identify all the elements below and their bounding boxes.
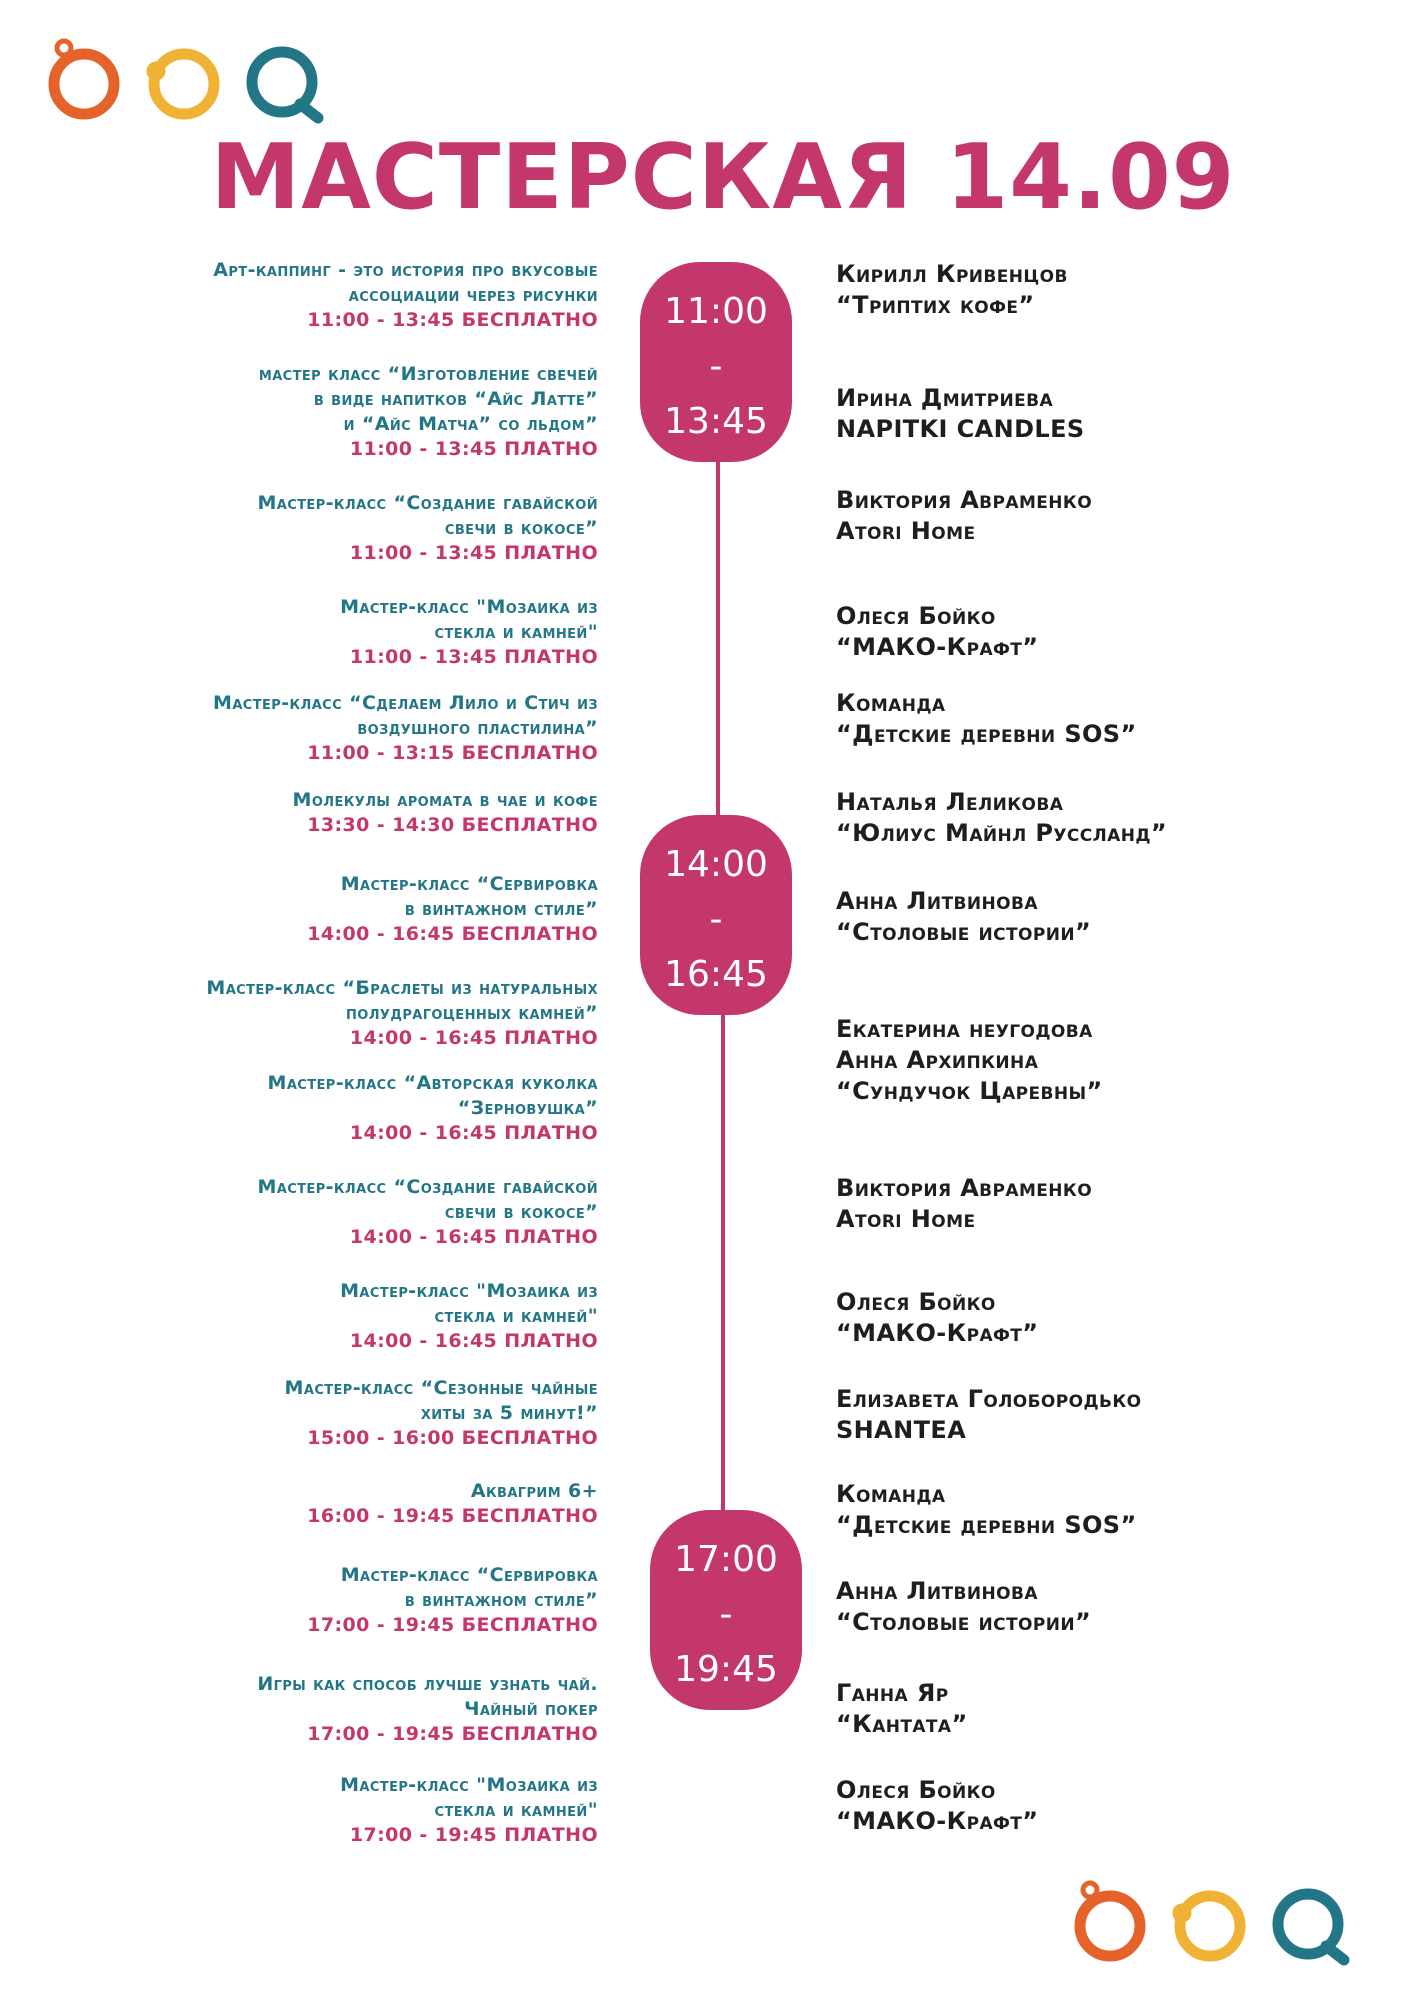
event-time: 11:00 - 13:15 БЕСПЛАТНО (307, 742, 598, 764)
slot-end: 16:45 (664, 954, 768, 995)
host-item (836, 1384, 1396, 1446)
event-title-line: Игры как способ лучше узнать чай. (257, 1673, 598, 1695)
host-org: “МАКО-Крафт” (836, 1807, 1039, 1835)
host-name: Анна Архипкина (836, 1046, 1039, 1074)
event-title-line: Мастер-класс "Мозаика из (340, 1774, 598, 1796)
host-org: “Триптих кофе” (836, 291, 1035, 319)
host-name: Виктория Авраменко (836, 486, 1093, 514)
event-title-line: и “Айс Матча” со льдом” (343, 413, 598, 435)
event-title-line: стекла и камней" (434, 1305, 598, 1327)
event-title-line: стекла и камней" (434, 621, 598, 643)
host-item (836, 1173, 1396, 1235)
host-org: “МАКО-Крафт” (836, 633, 1039, 661)
event-item (38, 362, 598, 462)
host-item (836, 1287, 1396, 1349)
host-name: Команда (836, 689, 946, 717)
host-item (836, 383, 1396, 445)
slot-start: 14:00 (664, 844, 768, 885)
time-slot (640, 262, 792, 462)
brand-logo-bottom (1072, 1880, 1352, 1966)
event-time: 17:00 - 19:45 БЕСПЛАТНО (307, 1614, 598, 1636)
event-title-line: мастер класс “Изготовление свечей (258, 363, 598, 385)
event-time: 11:00 - 13:45 ПЛАТНО (349, 438, 598, 460)
event-title-line: Молекулы аромата в чае и кофе (292, 789, 598, 811)
brand-logo-top (46, 38, 326, 124)
event-time: 14:00 - 16:45 ПЛАТНО (349, 1027, 598, 1049)
slot-dash: - (709, 899, 723, 940)
page-title: МАСТЕРСКАЯ 14.09 (210, 125, 1236, 230)
host-name: Команда (836, 1480, 946, 1508)
slot-end: 13:45 (664, 401, 768, 442)
event-title-line: Мастер-класс "Мозаика из (340, 1280, 598, 1302)
event-title-line: в винтажном стиле” (404, 1589, 598, 1611)
event-title-line: Мастер-класс “Создание гавайской (257, 1176, 598, 1198)
event-time: 15:00 - 16:00 БЕСПЛАТНО (307, 1427, 598, 1449)
host-name: Анна Литвинова (836, 1577, 1038, 1605)
event-item (38, 872, 598, 947)
event-title-line: Арт-каппинг - это история про вкусовые (213, 259, 598, 281)
event-title-line: Мастер-класс “Браслеты из натуральных (206, 977, 598, 999)
event-title-line: стекла и камней" (434, 1799, 598, 1821)
event-title-line: свечи в кокосе” (444, 517, 598, 539)
three-rings-logo-icon (1072, 1880, 1352, 1966)
event-title-line: в виде напитков “Айс Латте” (313, 388, 598, 410)
event-item (38, 788, 598, 838)
host-org: “Столовые истории” (836, 918, 1092, 946)
event-title-line: Мастер-класс “Сервировка (340, 1564, 598, 1586)
slot-end: 19:45 (674, 1649, 778, 1690)
event-title-line: Чайный покер (464, 1698, 598, 1720)
time-slot (640, 815, 792, 1015)
host-name: Елизавета Голобородько (836, 1385, 1142, 1413)
event-title-line: в винтажном стиле” (404, 898, 598, 920)
event-title-line: Мастер-класс “Сервировка (340, 873, 598, 895)
event-time: 14:00 - 16:45 ПЛАТНО (349, 1330, 598, 1352)
host-org: “Детские деревни SOS” (836, 720, 1137, 748)
event-time: 14:00 - 16:45 ПЛАТНО (349, 1226, 598, 1248)
event-time: 17:00 - 19:45 БЕСПЛАТНО (307, 1723, 598, 1745)
host-name: Олеся Бойко (836, 1776, 996, 1804)
host-name: Наталья Леликова (836, 788, 1064, 816)
host-item (836, 886, 1396, 948)
three-rings-logo-icon (46, 38, 326, 124)
host-item (836, 485, 1396, 547)
event-title-line: свечи в кокосе” (444, 1201, 598, 1223)
event-item (38, 1672, 598, 1747)
host-org: NAPITKI CANDLES (836, 415, 1085, 443)
event-time: 14:00 - 16:45 ПЛАТНО (349, 1122, 598, 1144)
event-title-line: Мастер-класс “Авторская куколка (267, 1072, 598, 1094)
event-item (38, 691, 598, 766)
event-item (38, 1563, 598, 1638)
event-item (38, 1175, 598, 1250)
host-name: Анна Литвинова (836, 887, 1038, 915)
slot-dash: - (709, 346, 723, 387)
event-item (38, 1279, 598, 1354)
host-item (836, 1576, 1396, 1638)
host-org: “Сундучок Царевны” (836, 1077, 1103, 1105)
host-org: Atori Home (836, 517, 976, 545)
event-title-line: полудрагоценных камней” (345, 1002, 598, 1024)
host-org: “Детские деревни SOS” (836, 1511, 1137, 1539)
time-slot (650, 1510, 802, 1710)
host-org: SHANTEA (836, 1416, 967, 1444)
event-title-line: ассоциации через рисунки (348, 284, 598, 306)
timeline-line (721, 990, 725, 1530)
event-title-line: Мастер-класс “Сезонные чайные (284, 1377, 598, 1399)
event-time: 13:30 - 14:30 БЕСПЛАТНО (307, 814, 598, 836)
host-item (836, 1479, 1396, 1541)
host-item (836, 259, 1396, 321)
event-title-line: Мастер-класс “Сделаем Лило и Стич из (213, 692, 598, 714)
host-org: “Юлиус Майнл Руссланд” (836, 819, 1168, 847)
event-time: 11:00 - 13:45 ПЛАТНО (349, 542, 598, 564)
host-item (836, 601, 1396, 663)
host-item (836, 1678, 1396, 1740)
event-item (38, 976, 598, 1051)
slot-start: 17:00 (674, 1539, 778, 1580)
event-title-line: Мастер-класс “Создание гавайской (257, 492, 598, 514)
event-time: 16:00 - 19:45 БЕСПЛАТНО (307, 1505, 598, 1527)
event-title-line: Аквагрим 6+ (470, 1480, 598, 1502)
event-title-line: Мастер-класс "Мозаика из (340, 596, 598, 618)
timeline-line (716, 440, 720, 830)
event-item (38, 258, 598, 333)
host-name: Ганна Яр (836, 1679, 949, 1707)
event-item (38, 595, 598, 670)
host-org: “МАКО-Крафт” (836, 1319, 1039, 1347)
event-time: 11:00 - 13:45 БЕСПЛАТНО (307, 309, 598, 331)
host-item (836, 688, 1396, 750)
event-item (38, 1376, 598, 1451)
slot-start: 11:00 (664, 291, 768, 332)
host-name: Олеся Бойко (836, 1288, 996, 1316)
event-item (38, 491, 598, 566)
host-org: “Столовые истории” (836, 1608, 1092, 1636)
event-title-line: воздушного пластилина” (357, 717, 598, 739)
event-item (38, 1071, 598, 1146)
host-org: Atori Home (836, 1205, 976, 1233)
host-item (836, 1014, 1396, 1107)
event-time: 14:00 - 16:45 БЕСПЛАТНО (307, 923, 598, 945)
event-time: 17:00 - 19:45 ПЛАТНО (349, 1824, 598, 1846)
event-title-line: “Зерновушка” (457, 1097, 598, 1119)
event-time: 11:00 - 13:45 ПЛАТНО (349, 646, 598, 668)
event-item (38, 1773, 598, 1848)
event-item (38, 1479, 598, 1529)
host-item (836, 787, 1396, 849)
host-name: Олеся Бойко (836, 602, 996, 630)
host-name: Ирина Дмитриева (836, 384, 1054, 412)
host-org: “Кантата” (836, 1710, 968, 1738)
slot-dash: - (719, 1594, 733, 1635)
host-name: Кирилл Кривенцов (836, 260, 1068, 288)
host-name: Екатерина неугодова (836, 1015, 1093, 1043)
event-title-line: хиты за 5 минут!” (420, 1402, 598, 1424)
host-item (836, 1775, 1396, 1837)
host-name: Виктория Авраменко (836, 1174, 1093, 1202)
